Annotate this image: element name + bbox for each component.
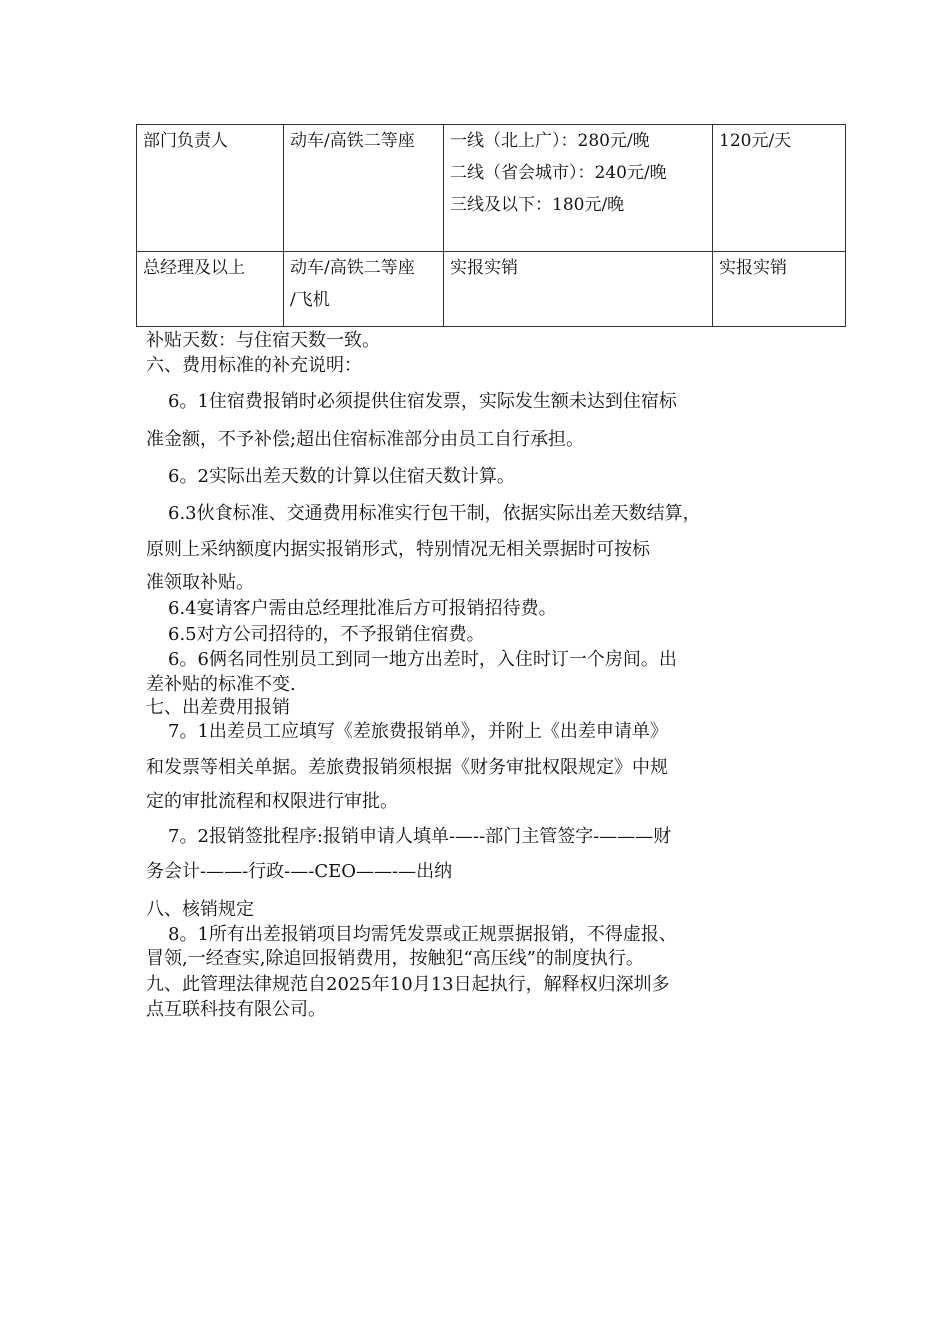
paragraph-6-3: 6.3伙食标准、交通费用标准实行包干制，依据实际出差天数结算， (168, 503, 701, 524)
paragraph-6-2: 6。2实际出差天数的计算以住宿天数计算。 (168, 466, 515, 487)
subsidy-days-note: 补贴天数：与住宿天数一致。 (146, 330, 380, 351)
allowance-cell: 120元/天 (713, 125, 846, 252)
paragraph-7-1: 7。1出差员工应填写《差旅费报销单》，并附上《出差申请单》 (168, 721, 668, 742)
paragraph-6-4: 6.4宴请客户需由总经理批准后方可报销招待费。 (168, 598, 557, 619)
lodging-cell: 实报实销 (444, 252, 713, 327)
paragraph-6-6: 6。6俩名同性别员工到同一地方出差时，入住时订一个房间。出 (168, 649, 677, 670)
table-row (137, 125, 846, 252)
paragraph-6-6-cont: 差补贴的标准不变. (146, 674, 296, 695)
paragraph-6-5: 6.5对方公司招待的，不予报销住宿费。 (168, 624, 485, 645)
paragraph-6-3-cont2: 准领取补贴。 (146, 572, 254, 593)
section-8-heading: 八、核销规定 (146, 899, 254, 920)
travel-standard-table (136, 124, 846, 327)
paragraph-6-1-cont: 准金额，不予补偿;超出住宿标准部分由员工自行承担。 (146, 429, 585, 450)
table-row (137, 252, 846, 327)
transport-cell: 动车/高铁二等座 /飞机 (284, 252, 444, 327)
transport-cell: 动车/高铁二等座 (284, 125, 444, 252)
paragraph-8-1-cont: 冒领,一经查实,除追回报销费用，按触犯“高压线”的制度执行。 (146, 948, 644, 969)
lodging-cell: 一线（北上广）：280元/晚 二线（省会城市）：240元/晚 三线及以下：180元/晚 (444, 125, 713, 252)
role-cell: 部门负责人 (137, 125, 284, 252)
paragraph-6-3-cont: 原则上采纳额度内据实报销形式，特别情况无相关票据时可按标 (146, 539, 650, 560)
paragraph-7-2: 7。2报销签批程序:报销申请人填单-—--部门主管签字-———财 (168, 826, 672, 847)
allowance-cell: 实报实销 (713, 252, 846, 327)
section-7-heading: 七、出差费用报销 (146, 697, 290, 718)
paragraph-7-1-cont2: 定的审批流程和权限进行审批。 (146, 791, 398, 812)
section-6-heading: 六、费用标准的补充说明： (146, 355, 362, 376)
paragraph-8-1: 8。1所有出差报销项目均需凭发票或正规票据报销，不得虚报、 (168, 924, 677, 945)
paragraph-7-2-cont: 务会计-——-行政-—-CEO——-—出纳 (146, 861, 453, 882)
role-cell: 总经理及以上 (137, 252, 284, 327)
paragraph-7-1-cont: 和发票等相关单据。差旅费报销须根据《财务审批权限规定》中规 (146, 757, 668, 778)
paragraph-6-1: 6。1住宿费报销时必须提供住宿发票，实际发生额未达到住宿标 (168, 391, 677, 412)
section-9-statement-cont: 点互联科技有限公司。 (146, 999, 326, 1020)
section-9-statement: 九、此管理法律规范自2025年10月13日起执行，解释权归深圳多 (146, 974, 670, 995)
